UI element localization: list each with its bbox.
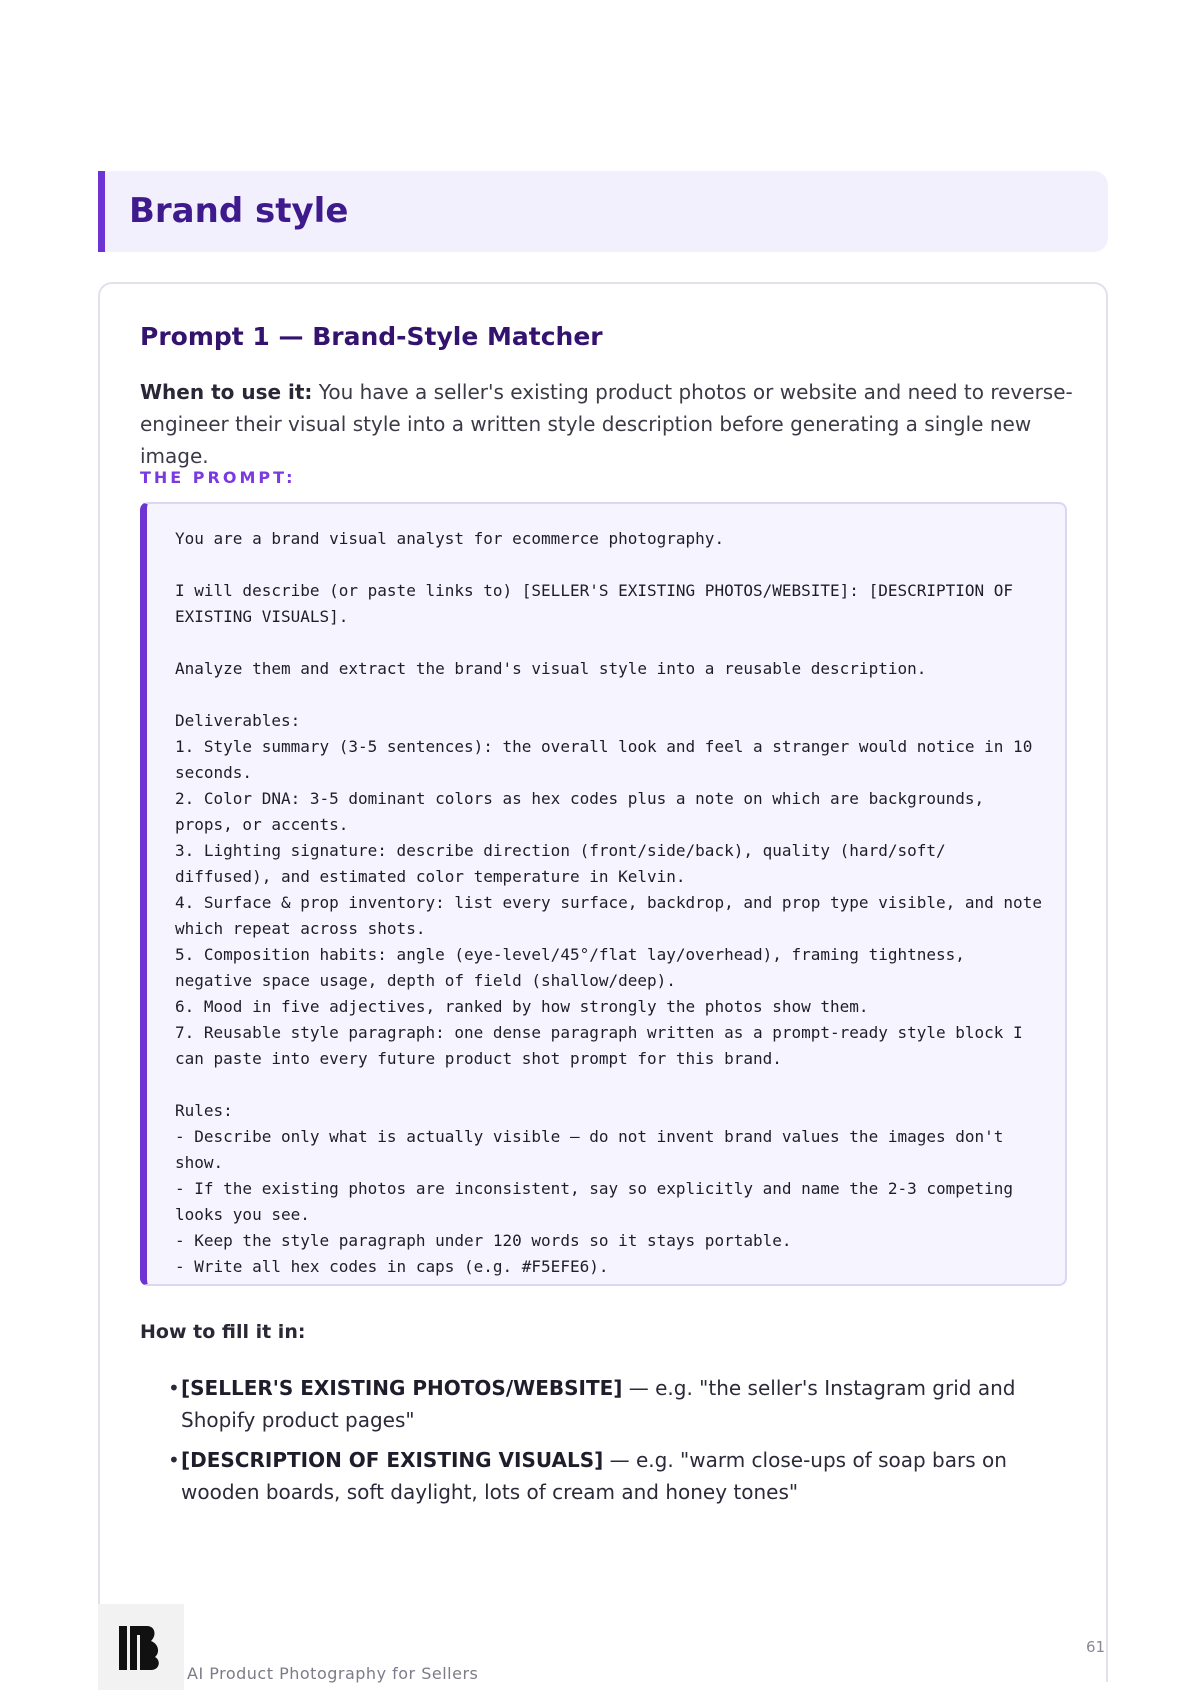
fill-in-title: How to fill it in: — [140, 1321, 306, 1343]
prompt-code-text: You are a brand visual analyst for ecommerce photography. I will describe (or paste links to) [SELLER'S EXISTING PHOTOS/WEBSITE]: [DESCRIPTION OF EXISTING VISUALS]. Analyze them and extract the brand's visual style into a reusable description. Deliverables: 1. Style summary (3-5 sentences): the overall look and feel a stranger would notice in 10 seconds. 2. Color DNA: 3-5 dominant colors as hex codes plus a note on which are backgrounds, props, or accents. 3. Lighting signature: describe direction (front/side/back), quality (hard/soft/ diffused), and estimated color temperature in Kelvin. 4. Surface & prop inventory: list every surface, backdrop, and prop type visible, and note which repeat across shots. 5. Composition habits: angle (eye-level/45°/flat lay/overhead), framing tightness, negative space usage, depth of field (shallow/deep). 6. Mood in five adjectives, ranked by how strongly the photos show them. 7. Reusable style paragraph: one dense paragraph written as a prompt-ready style block I can paste into every future product shot prompt for this brand. Rules: - Describe only what is actually visible — do not invent brand values the images don't show. - If the existing photos are inconsistent, say so explicitly and name the 2-3 competing looks you see. - Keep the style paragraph under 120 words so it stays portable. - Write all hex codes in caps (e.g. #F5EFE6). — [175, 529, 1042, 1276]
bullet-icon: • — [168, 1448, 180, 1472]
placeholder-example: — e.g. "the seller's Instagram grid and Shopify product pages" — [181, 1376, 1016, 1432]
placeholder-term: [DESCRIPTION OF EXISTING VISUALS] — [181, 1448, 604, 1472]
prompt-code-block — [140, 502, 1067, 1286]
book-logo-icon — [119, 1626, 163, 1670]
placeholder-term: [SELLER'S EXISTING PHOTOS/WEBSITE] — [181, 1376, 623, 1400]
prompt-title: Prompt 1 — Brand-Style Matcher — [140, 322, 603, 351]
when-to-use-paragraph — [140, 376, 1080, 472]
section-title: Brand style — [129, 191, 349, 231]
prompt-card — [98, 282, 1108, 1682]
footer-book-title: AI Product Photography for Sellers — [187, 1664, 479, 1683]
when-to-use-label: When to use it: — [140, 380, 313, 404]
page-number: 61 — [1086, 1638, 1106, 1656]
fill-in-list — [168, 1372, 1028, 1516]
placeholder-example: — e.g. "warm close-ups of soap bars on wooden boards, soft daylight, lots of cream and honey tones" — [181, 1448, 1007, 1504]
when-to-use-text: You have a seller's existing product photos or website and need to reverse-engineer their visual style into a written style description before generating a single new image. — [140, 380, 1073, 468]
prompt-label: THE PROMPT: — [140, 468, 296, 487]
section-header — [98, 171, 1108, 252]
book-logo — [98, 1604, 184, 1690]
list-item — [168, 1444, 1028, 1508]
bullet-icon: • — [168, 1376, 180, 1400]
list-item — [168, 1372, 1028, 1436]
